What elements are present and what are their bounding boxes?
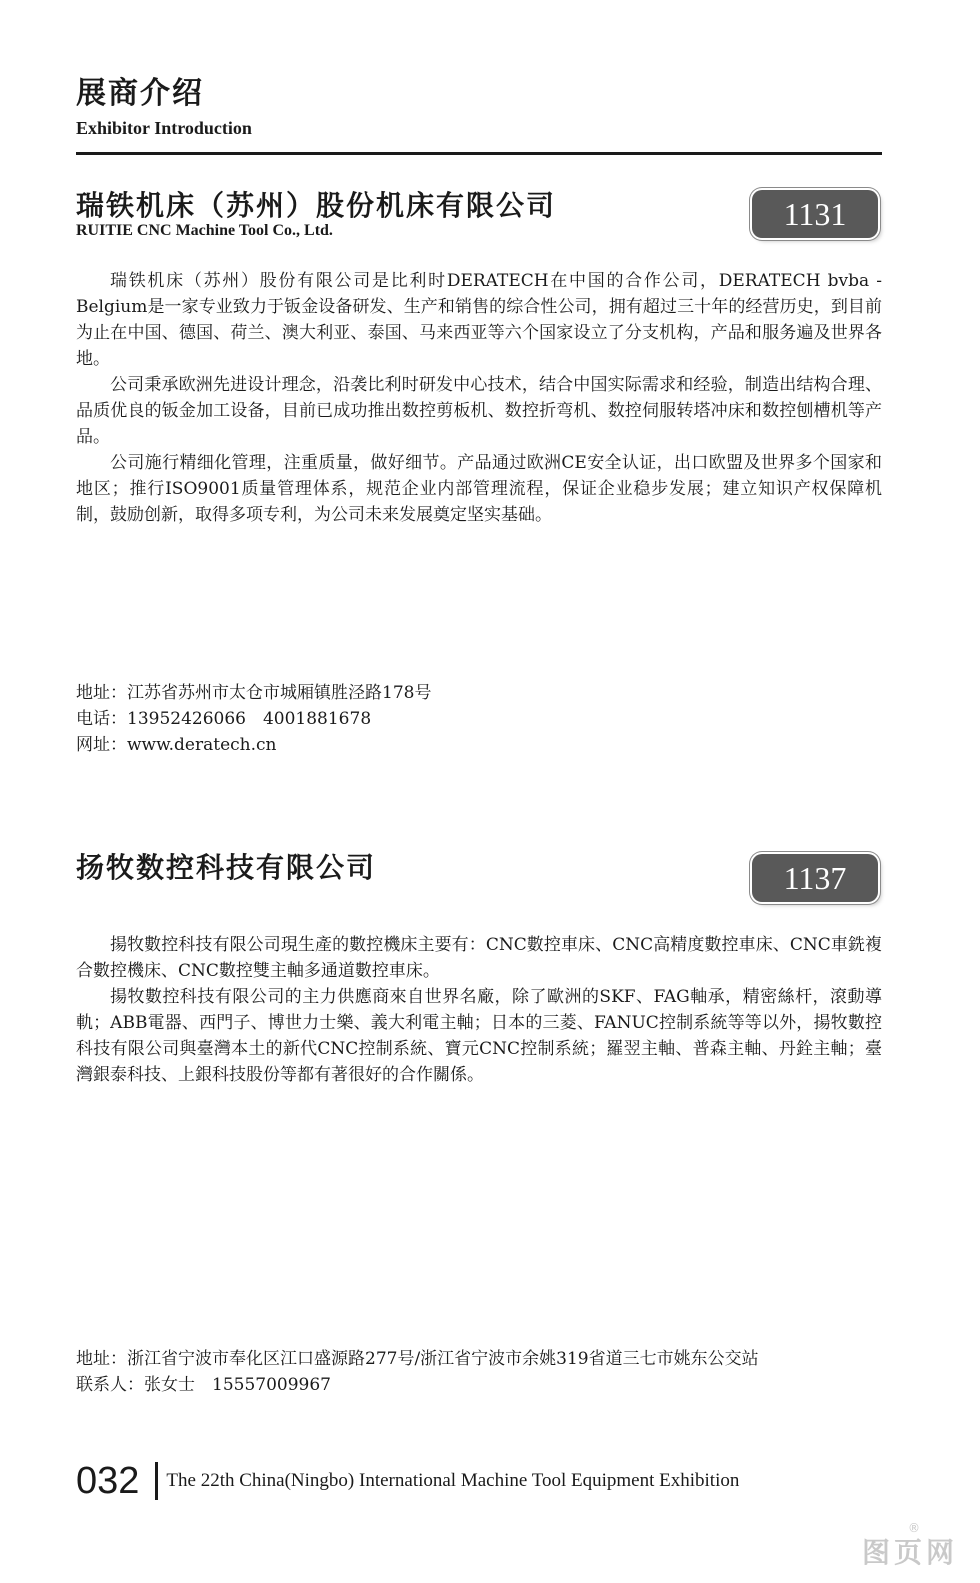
company-name-cn: 扬牧数控科技有限公司	[76, 851, 377, 884]
contact-address: 地址：江苏省苏州市太仓市城厢镇胜泾路178号	[76, 683, 432, 703]
description-paragraph: 瑞铁机床（苏州）股份有限公司是比利时DERATECH在中国的合作公司，DERATECH bvba - Belgium是一家专业致力于钣金设备研发、生产和销售的综合性公司，拥有超过三十年的经营历史，到目前为止在中国、德国、荷兰、澳大利亚、泰国、马来西亚等六个国家设立了分支机构，产品和服务遍及世界各地。	[76, 271, 882, 369]
header-divider	[76, 152, 882, 155]
contact-person: 联系人：张女士 15557009967	[76, 1375, 331, 1395]
exhibition-name: The 22th China(Ningbo) International Machine Tool Equipment Exhibition	[166, 1470, 740, 1491]
page-footer	[76, 1458, 739, 1504]
section-title-en: Exhibitor Introduction	[76, 118, 252, 138]
booth-number-badge: 1131	[752, 190, 878, 238]
description-paragraph: 公司秉承欧洲先进设计理念，沿袭比利时研发中心技术，结合中国实际需求和经验，制造出结构合理、品质优良的钣金加工设备，目前已成功推出数控剪板机、数控折弯机、数控伺服转塔冲床和数控刨槽机等产品。	[76, 375, 882, 447]
company-name-cn: 瑞铁机床（苏州）股份机床有限公司	[76, 189, 557, 222]
footer-divider	[155, 1462, 158, 1500]
page-header	[76, 74, 882, 139]
registered-mark: ®	[908, 1521, 920, 1535]
contact-phone: 电话：13952426066 4001881678	[76, 709, 372, 729]
company-description	[76, 268, 882, 528]
watermark-logo: 图页网	[861, 1536, 958, 1569]
contact-address: 地址：浙江省宁波市奉化区江口盛源路277号/浙江省宁波市余姚319省道三七市姚东公交站	[76, 1349, 759, 1369]
description-paragraph: 揚牧數控科技有限公司的主力供應商來自世界名廠，除了歐洲的SKF、FAG軸承，精密絲杆，滾動導軌；ABB電器、西門子、博世力士樂、義大利電主軸；日本的三菱、FANUC控制系統等等以外，揚牧數控科技有限公司與臺灣本土的新代CNC控制系統、寶元CNC控制系統；羅翌主軸、普森主軸、丹銓主軸；臺灣銀泰科技、上銀科技股份等都有著很好的合作關係。	[76, 987, 882, 1085]
description-paragraph: 公司施行精细化管理，注重质量，做好细节。产品通过欧洲CE安全认证，出口欧盟及世界多个国家和地区；推行ISO9001质量管理体系，规范企业内部管理流程，保证企业稳步发展；建立知识产权保障机制，鼓励创新，取得多项专利，为公司未来发展奠定坚实基础。	[76, 453, 882, 525]
contact-info	[76, 1346, 882, 1398]
company-name-en: RUITIE CNC Machine Tool Co., Ltd.	[76, 222, 333, 239]
booth-number-badge: 1137	[752, 854, 878, 902]
contact-website: 网址：www.deratech.cn	[76, 735, 277, 755]
company-description	[76, 932, 882, 1088]
section-title-cn: 展商介绍	[76, 76, 204, 111]
contact-info	[76, 680, 882, 758]
description-paragraph: 揚牧數控科技有限公司現生產的數控機床主要有：CNC數控車床、CNC高精度數控車床、CNC車銑複合數控機床、CNC數控雙主軸多通道數控車床。	[76, 935, 882, 981]
page-number: 032	[76, 1460, 140, 1502]
